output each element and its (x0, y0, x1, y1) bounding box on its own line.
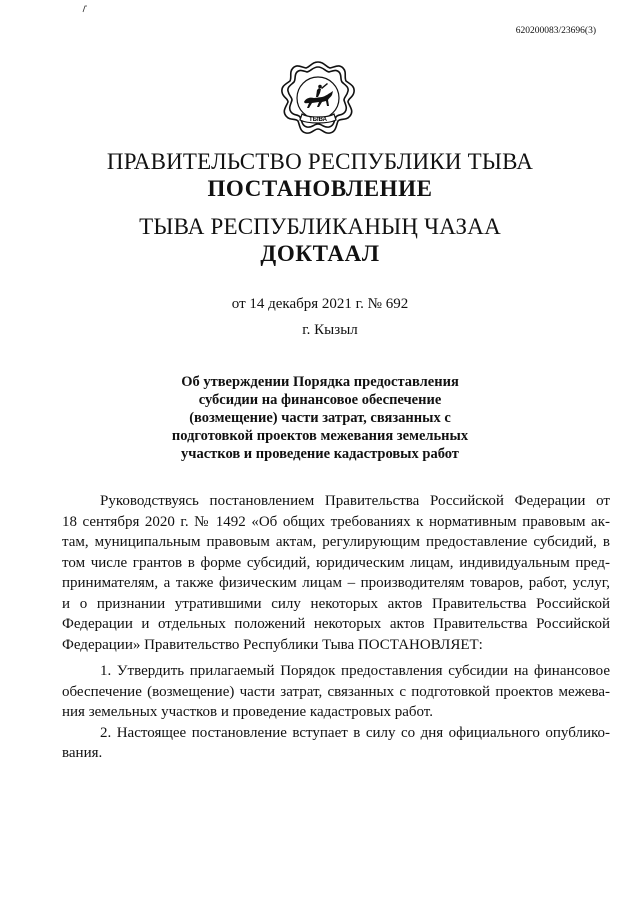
government-title-ru: ПРАВИТЕЛЬСТВО РЕСПУБЛИКИ ТЫВА (106, 149, 534, 174)
text-line: 2. Настоящее постановление вступает в силу со дня официального опублико- (100, 724, 610, 741)
decree-subject-title (150, 373, 490, 463)
text-line: 1. Утвердить прилагаемый Порядок предоставления субсидии на финансовое (100, 663, 610, 679)
decree-items (62, 661, 610, 764)
preamble-paragraph (62, 491, 610, 655)
text-line: Руководствуясь постановлением Правительства Российской Федерации от (100, 493, 610, 509)
city: г. Кызыл (302, 322, 358, 338)
emblem-tuva-seal (278, 58, 358, 140)
text-line: обеспечение (возмещение) части затрат, связанных с подготовкой проектов межева- (62, 683, 610, 700)
title-line: участков и проведение кадастровых работ (181, 446, 459, 462)
date-and-number: от 14 декабря 2021 г. № 692 (231, 296, 409, 312)
government-title-tv: ТЫВА РЕСПУБЛИКАНЫҢ ЧАЗАА (139, 214, 501, 239)
text-line: ния земельных участков и проведение кадастровых работ. (62, 704, 433, 720)
text-line: принимателям, а также физическим лицам – производителям товаров, работ, услуг, (62, 575, 610, 591)
text-line: 18 сентября 2020 г. № 1492 «Об общих требованиях к нормативным правовым ак- (62, 513, 610, 530)
title-line: Об утверждении Порядка предоставления (181, 374, 459, 390)
decree-title-ru: ПОСТАНОВЛЕНИЕ (207, 176, 433, 201)
scan-mark (82, 0, 88, 8)
text-line: вания. (62, 745, 103, 761)
text-line: и о признании утратившими силу некоторых актов Правительства Российской (62, 595, 610, 612)
title-line: подготовкой проектов межевания земельных (171, 428, 469, 444)
emblem-label: ТЫВА (309, 117, 327, 123)
text-line: том числе грантов в форме субсидий, юридическим лицам, индивидуальным пред- (62, 554, 610, 571)
decree-title-tv: ДОКТААЛ (260, 241, 380, 266)
text-line: там, муниципальным правовым актам, регулирующим предоставление субсидий, в (62, 534, 610, 550)
title-line: субсидии на финансовое обеспечение (198, 392, 442, 408)
document-number: 620200083/23696(3) (515, 26, 596, 36)
text-line: Федерации» Правительство Республики Тыва ПОСТАНОВЛЯЕТ: (62, 636, 483, 653)
title-line: (возмещение) части затрат, связанных с (189, 410, 451, 426)
text-line: Федерации и отдельных положений некоторых актов Правительства Российской (62, 616, 610, 632)
